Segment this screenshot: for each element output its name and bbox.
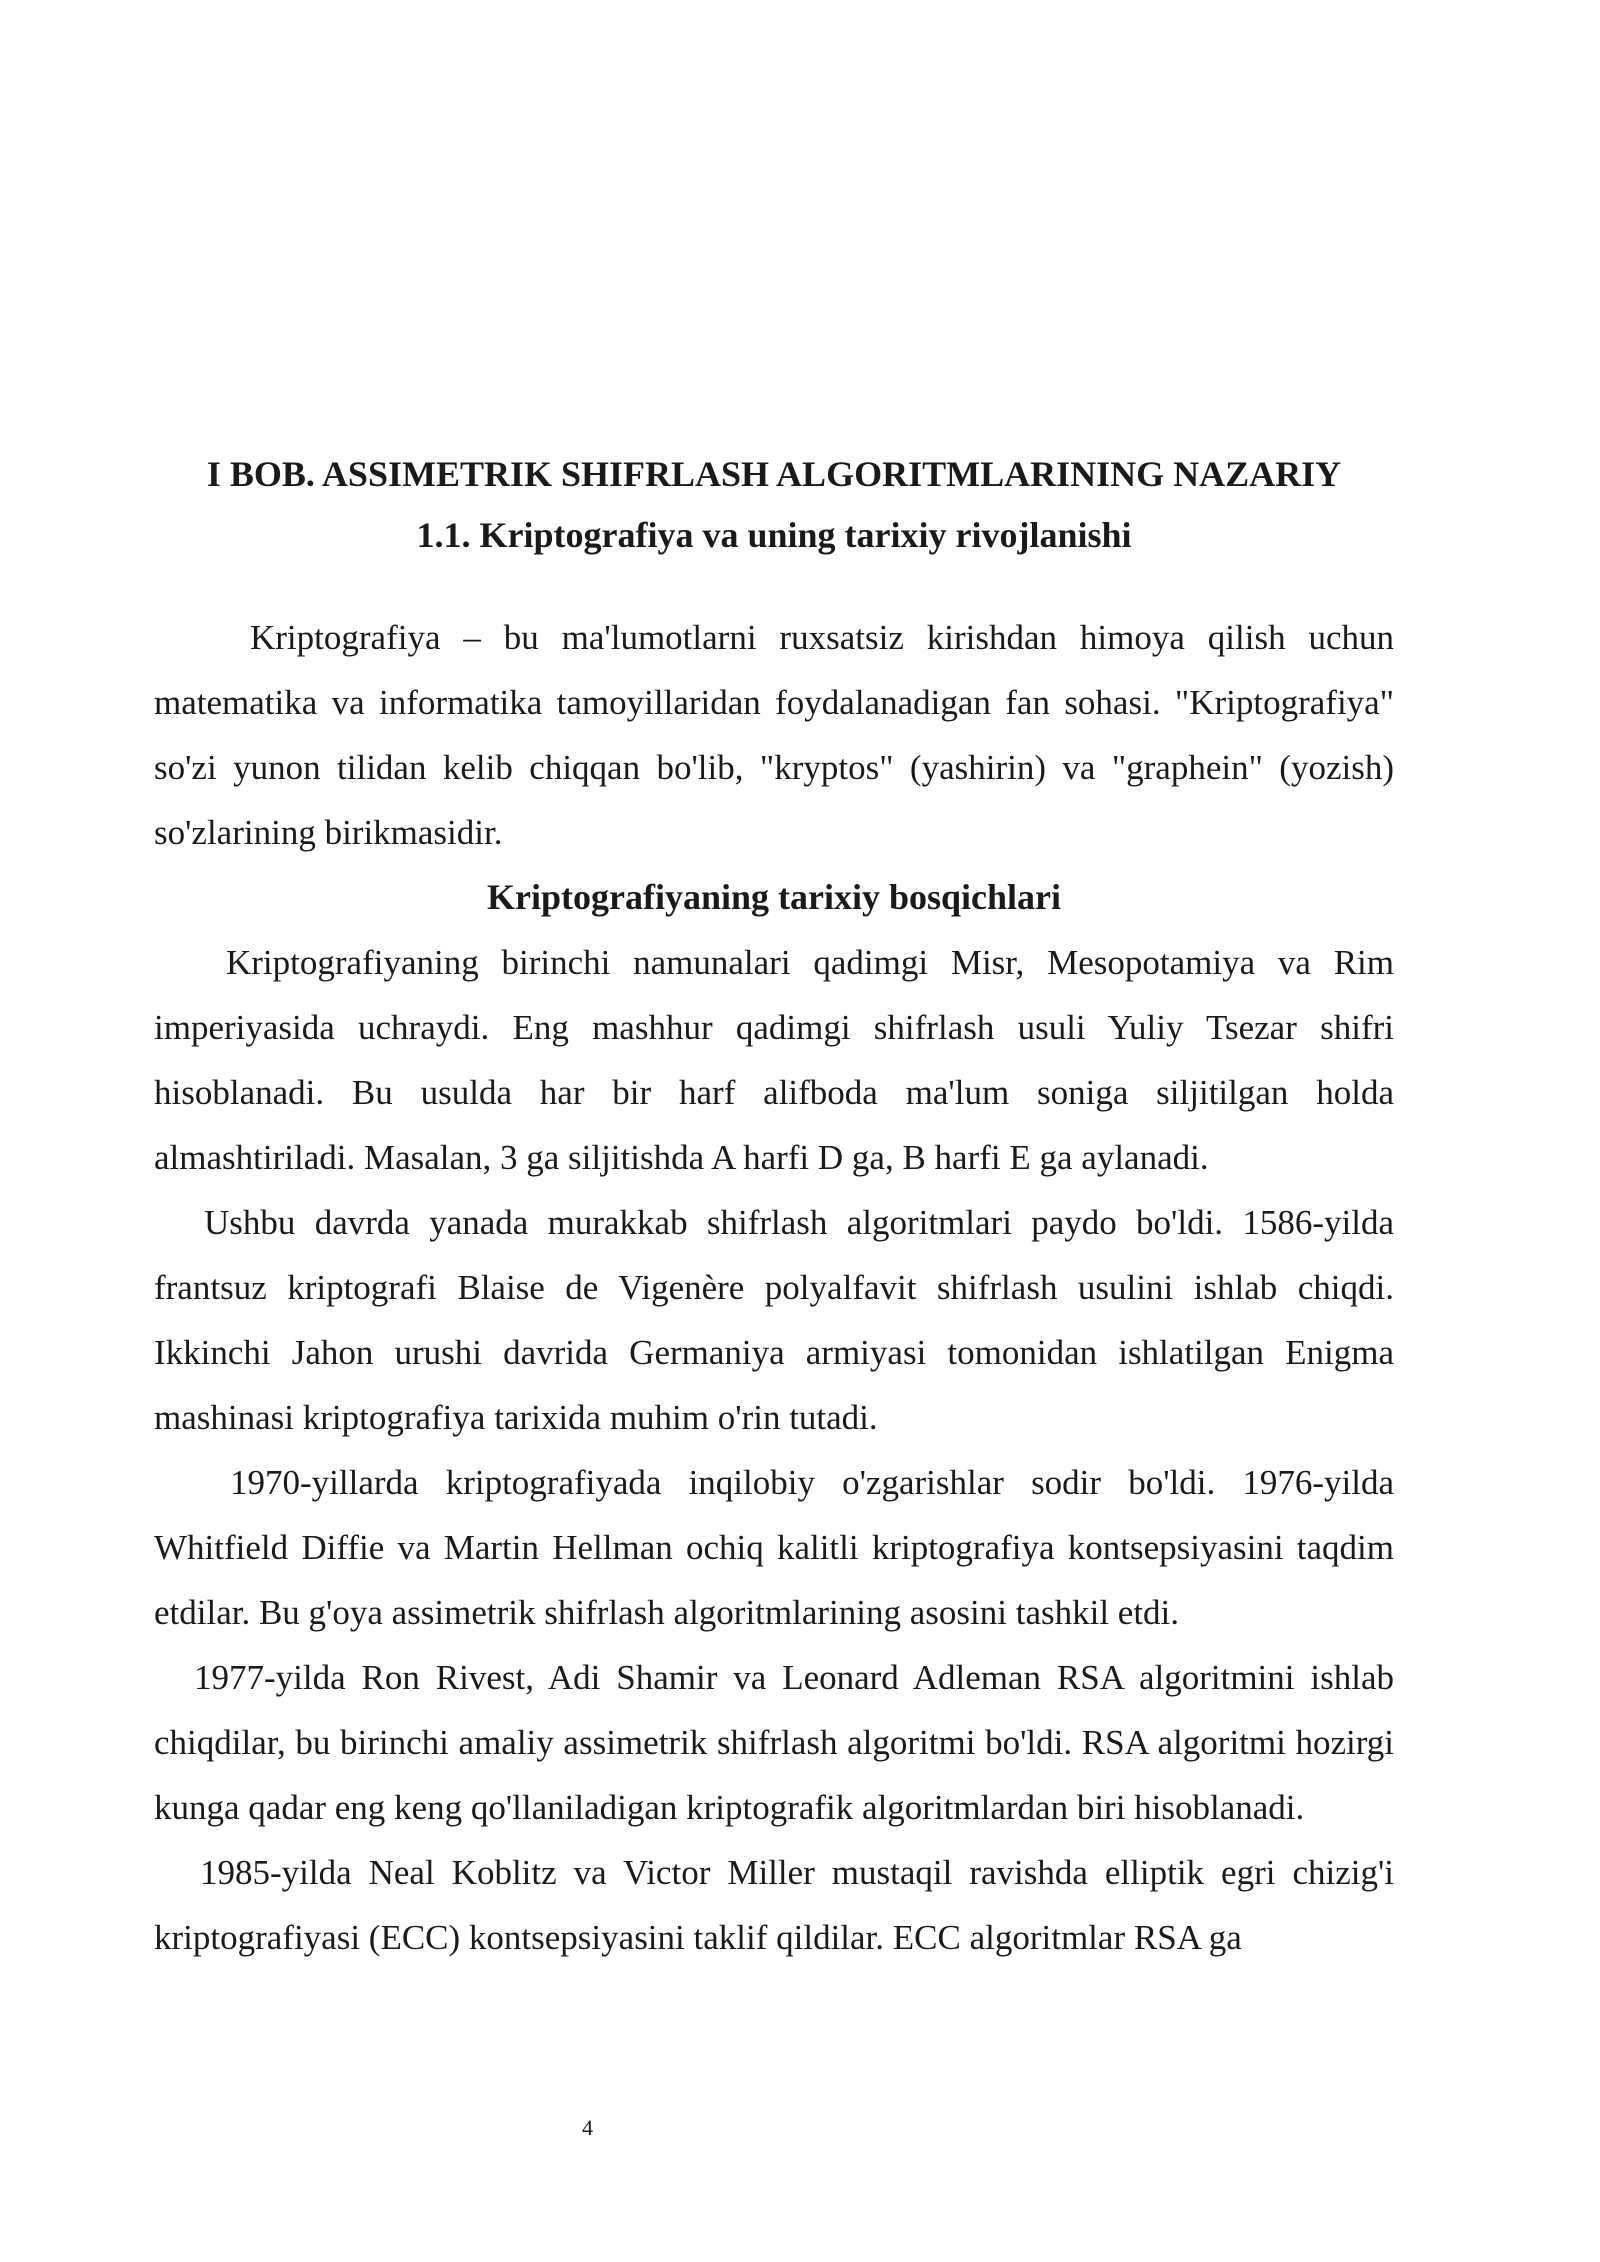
body-paragraph: 1985-yilda Neal Koblitz va Victor Miller mustaqil ravishda elliptik egri chizig'i kriptografiyasi (ECC) kontsepsiyasini taklif qildilar. ECC algoritmlar RSA ga: [154, 1853, 1394, 1957]
page-number: 4: [582, 2115, 593, 2140]
spacer: [154, 567, 1394, 605]
section-title: 1.1. Kriptografiya va uning tarixiy rivojlanishi: [416, 515, 1132, 555]
body-paragraph: Kriptografiyaning birinchi namunalari qadimgi Misr, Mesopotamiya va Rim imperiyasida uchraydi. Eng mashhur qadimgi shifrlash usuli Yuliy Tsezar shifri hisoblanadi. Bu usulda har bir harf alifboda ma'lum soniga siljitilgan holda almashtiriladi. Masalan, 3 ga siljitishda A harfi D ga, B harfi E ga aylanadi.: [154, 943, 1394, 1177]
body-paragraph: Ushbu davrda yanada murakkab shifrlash algoritmlari paydo bo'ldi. 1586-yilda frantsuz kriptografi Blaise de Vigenère polyalfavit shifrlash usulini ishlab chiqdi. Ikkinchi Jahon urushi davrida Germaniya armiyasi tomonidan ishlatilgan Enigma mashinasi kriptografiya tarixida muhim o'rin tutadi.: [154, 1203, 1394, 1437]
body-paragraph: 1970-yillarda kriptografiyada inqilobiy o'zgarishlar sodir bo'ldi. 1976-yilda Whitfield Diffie va Martin Hellman ochiq kalitli kriptografiya kontsepsiyasini taqdim etdilar. Bu g'oya assimetrik shifrlash algoritmlarining asosini tashkil etdi.: [154, 1463, 1394, 1632]
page-content: [154, 445, 1394, 1970]
chapter-title: I BOB. ASSIMETRIK SHIFRLASH ALGORITMLARINING NAZARIY: [206, 454, 1342, 494]
body-paragraph: 1977-yilda Ron Rivest, Adi Shamir va Leonard Adleman RSA algoritmini ishlab chiqdilar, bu birinchi amaliy assimetrik shifrlash algoritmi bo'ldi. RSA algoritmi hozirgi kunga qadar eng keng qo'llaniladigan kriptografik algoritmlardan biri hisoblanadi.: [154, 1658, 1394, 1827]
intro-paragraph: Kriptografiya – bu ma'lumotlarni ruxsatsiz kirishdan himoya qilish uchun matematika va informatika tamoyillaridan foydalanadigan fan sohasi. "Kriptografiya" so'zi yunon tilidan kelib chiqqan bo'lib, "kryptos" (yashirin) va "graphein" (yozish) so'zlarining birikmasidir.: [154, 618, 1394, 852]
subsection-title: Kriptografiyaning tarixiy bosqichlari: [486, 877, 1061, 917]
